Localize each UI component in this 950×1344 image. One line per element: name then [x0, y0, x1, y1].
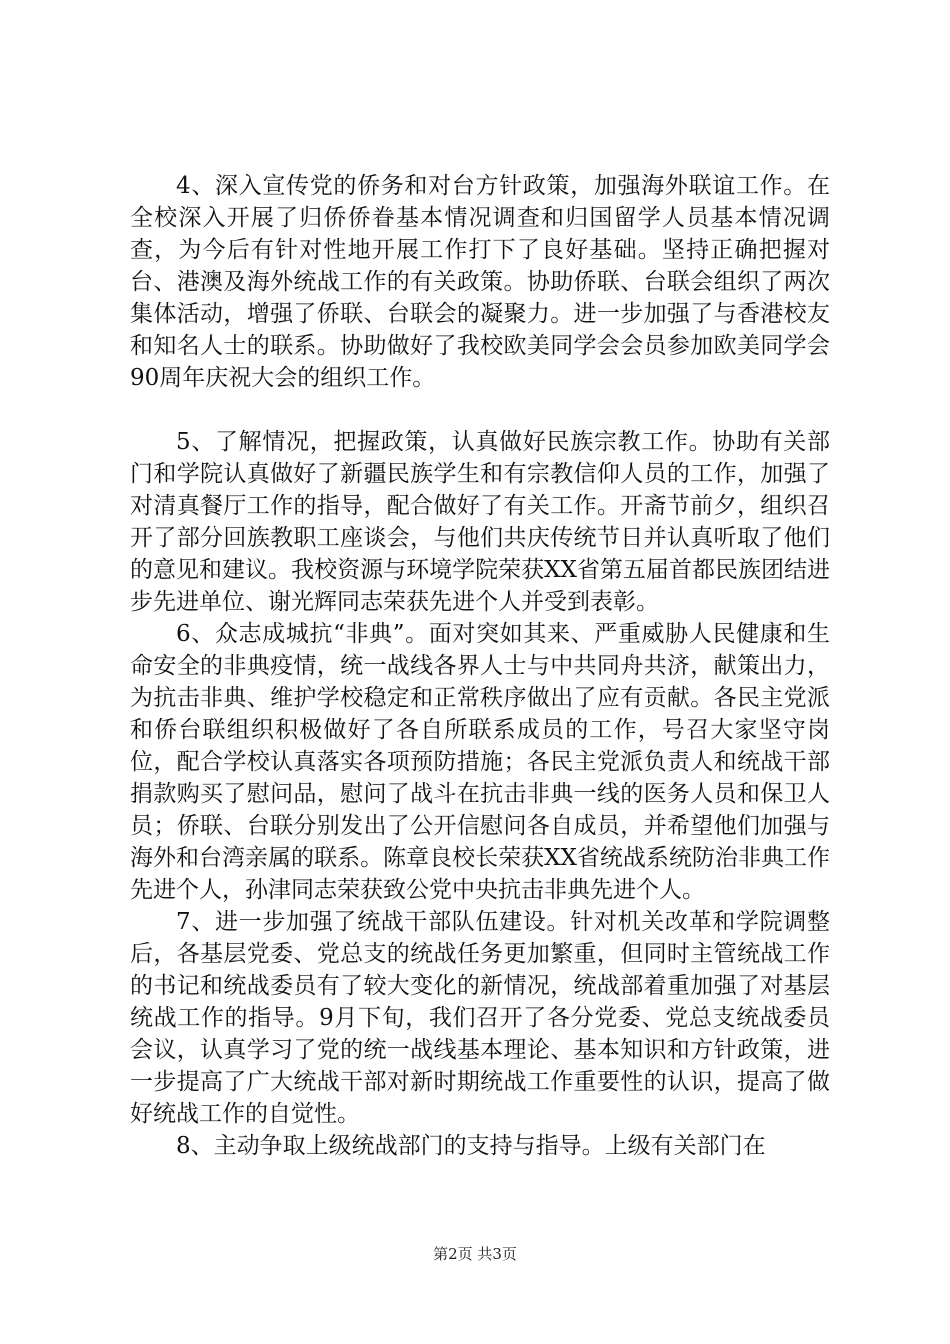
paragraph-6: 6、众志成城抗“非典”。面对突如其来、严重威胁人民健康和生命安全的非典疫情，统一战线各界人士与中共同舟共济，献策出力，为抗击非典、维护学校稳定和正常秩序做出了应有贡献。各民主党派和侨台联组织积极做好了各自所联系成员的工作，号召大家坚守岗位，配合学校认真落实各项预防措施；各民主党派负责人和统战干部捐款购买了慰问品，慰问了战斗在抗击非典一线的医务人员和保卫人员；侨联、台联分别发出了公开信慰问各自成员，并希望他们加强与海外和台湾亲属的联系。陈章良校长荣获XX省统战系统防治非典工作先进个人，孙津同志荣获致公党中央抗击非典先进个人。 — [130, 621, 830, 903]
document-body — [130, 170, 830, 1162]
paragraph-7: 7、进一步加强了统战干部队伍建设。针对机关改革和学院调整后，各基层党委、党总支的统战任务更加繁重，但同时主管统战工作的书记和统战委员有了较大变化的新情况，统战部着重加强了对基层统战工作的指导。9月下旬，我们召开了各分党委、党总支统战委员会议，认真学习了党的统一战线基本理论、基本知识和方针政策，进一步提高了广大统战干部对新时期统战工作重要性的认识，提高了做好统战工作的自觉性。 — [130, 909, 830, 1127]
paragraph-5: 5、了解情况，把握政策，认真做好民族宗教工作。协助有关部门和学院认真做好了新疆民族学生和有宗教信仰人员的工作，加强了对清真餐厅工作的指导，配合做好了有关工作。开斋节前夕，组织召开了部分回族教职工座谈会，与他们共庆传统节日并认真听取了他们的意见和建议。我校资源与环境学院荣获XX省第五届首都民族团结进步先进单位、谢光辉同志荣获先进个人并受到表彰。 — [130, 429, 830, 615]
paragraph-gap — [130, 394, 830, 426]
paragraph-4: 4、深入宣传党的侨务和对台方针政策，加强海外联谊工作。在全校深入开展了归侨侨眷基本情况调查和归国留学人员基本情况调查，为今后有针对性地开展工作打下了良好基础。坚持正确把握对台、港澳及海外统战工作的有关政策。协助侨联、台联会组织了两次集体活动，增强了侨联、台联会的凝聚力。进一步加强了与香港校友和知名人士的联系。协助做好了我校欧美同学会会员参加欧美同学会90周年庆祝大会的组织工作。 — [130, 173, 830, 391]
page-footer: 第2页 共3页 — [433, 1245, 517, 1263]
paragraph-8: 8、主动争取上级统战部门的支持与指导。上级有关部门在 — [176, 1133, 766, 1159]
